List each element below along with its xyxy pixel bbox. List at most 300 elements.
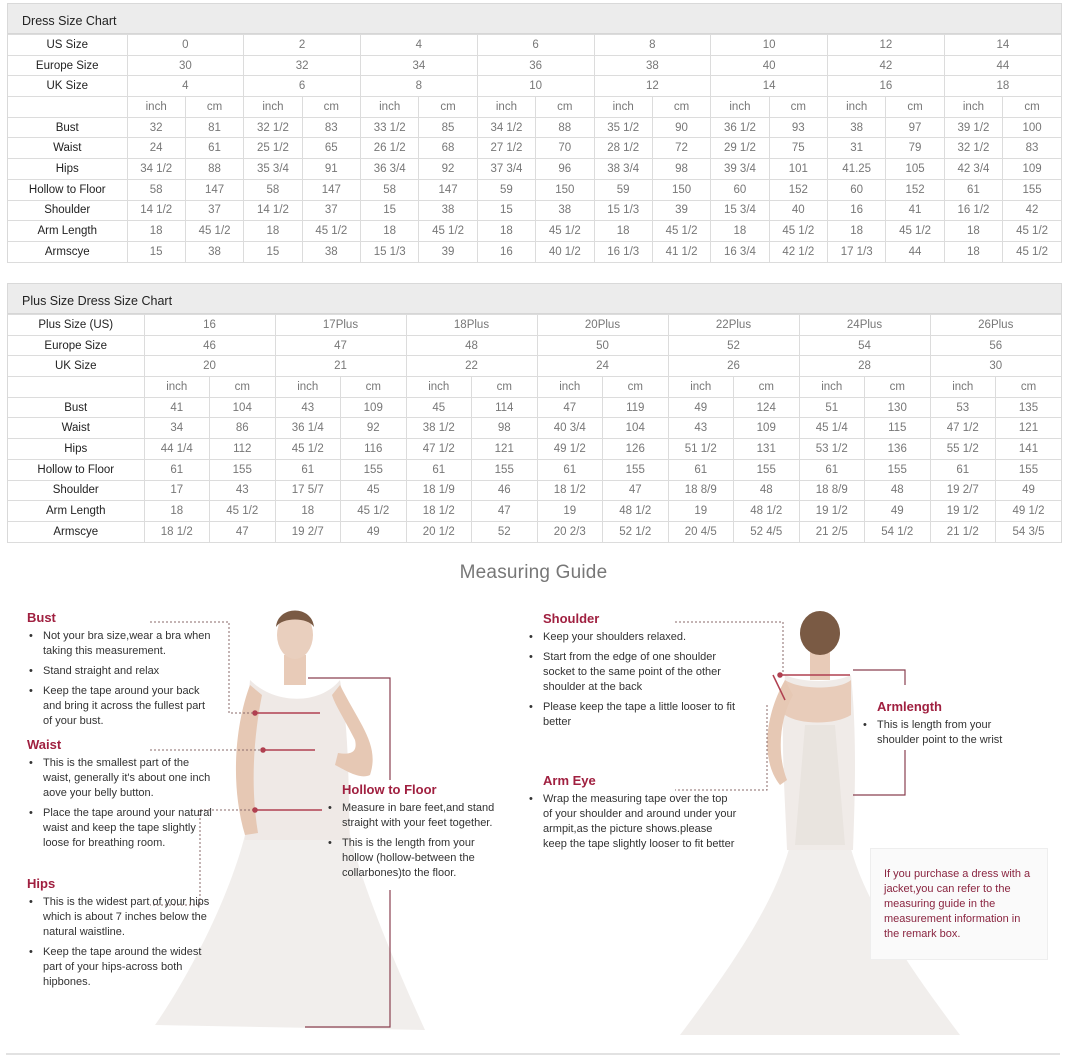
measurement-value: 47	[210, 521, 276, 542]
size-value: 48	[406, 335, 537, 356]
measurement-value: 147	[419, 179, 477, 200]
measurement-value: 92	[419, 159, 477, 180]
measurement-value: 18	[828, 221, 886, 242]
measurement-value: 61	[406, 459, 472, 480]
shoulder-section	[527, 611, 742, 735]
size-value: 46	[144, 335, 275, 356]
size-value: 14	[944, 35, 1061, 56]
measurement-value: 45 1/2	[652, 221, 710, 242]
size-row	[8, 55, 1061, 76]
measurement-value: 96	[536, 159, 594, 180]
measurement-value: 155	[341, 459, 407, 480]
measurement-value: 34 1/2	[477, 117, 535, 138]
dress-size-chart	[7, 3, 1062, 263]
row-label: Europe Size	[8, 335, 144, 356]
measurement-value: 155	[210, 459, 276, 480]
measurement-value: 75	[769, 138, 827, 159]
measurement-row	[8, 221, 1061, 242]
unit-label: cm	[865, 377, 931, 398]
measurement-value: 18	[594, 221, 652, 242]
hips-section	[27, 876, 212, 995]
empty-cell	[8, 97, 127, 118]
waist-section	[27, 737, 212, 856]
measurement-value: 45 1/2	[1003, 241, 1061, 262]
measurement-value: 52	[472, 521, 538, 542]
measurement-value: 42 1/2	[769, 241, 827, 262]
measurement-value: 39	[652, 200, 710, 221]
size-value: 21	[275, 356, 406, 377]
size-value: 34	[361, 55, 478, 76]
measurement-value: 31	[828, 138, 886, 159]
measurement-row	[8, 117, 1061, 138]
size-value: 4	[361, 35, 478, 56]
measurement-value: 18 8/9	[799, 480, 865, 501]
unit-label: inch	[594, 97, 652, 118]
measurement-value: 45	[406, 397, 472, 418]
measurement-value: 19 2/7	[930, 480, 996, 501]
unit-label: inch	[537, 377, 603, 398]
size-value: 38	[594, 55, 711, 76]
measurement-value: 49	[865, 501, 931, 522]
waist-tip: • This is the smallest part of the waist, generally it's about one inch aove your belly button.	[27, 756, 212, 801]
measurement-value: 17	[144, 480, 210, 501]
row-label: Europe Size	[8, 55, 127, 76]
size-value: 44	[944, 55, 1061, 76]
measurement-value: 45 1/4	[799, 418, 865, 439]
bust-tip: • Keep the tape around your back and bring it across the fullest part of your bust.	[27, 684, 212, 729]
measurement-value: 48	[865, 480, 931, 501]
measurement-value: 49 1/2	[537, 439, 603, 460]
measurement-value: 19 1/2	[799, 501, 865, 522]
measurement-value: 26 1/2	[361, 138, 419, 159]
row-label: Waist	[8, 418, 144, 439]
measurement-value: 51 1/2	[668, 439, 734, 460]
measurement-value: 45 1/2	[769, 221, 827, 242]
row-label: Plus Size (US)	[8, 315, 144, 336]
measurement-value: 47	[537, 397, 603, 418]
measurement-row	[8, 521, 1061, 542]
measurement-value: 34	[144, 418, 210, 439]
unit-label: inch	[944, 97, 1002, 118]
measurement-value: 61	[944, 179, 1002, 200]
measurement-value: 36 1/4	[275, 418, 341, 439]
measurement-value: 147	[185, 179, 243, 200]
unit-label: inch	[668, 377, 734, 398]
waist-tip: • Place the tape around your natural waist and keep the tape slightly loose for breathing room.	[27, 806, 212, 851]
measurement-value: 130	[865, 397, 931, 418]
measurement-value: 40 1/2	[536, 241, 594, 262]
measurement-value: 16 1/3	[594, 241, 652, 262]
size-value: 20	[144, 356, 275, 377]
measurement-value: 16 3/4	[711, 241, 769, 262]
row-label: Arm Length	[8, 501, 144, 522]
measurement-value: 155	[996, 459, 1062, 480]
unit-label: cm	[419, 97, 477, 118]
measurement-value: 83	[302, 117, 360, 138]
measurement-value: 150	[536, 179, 594, 200]
size-value: 40	[711, 55, 828, 76]
unit-label: cm	[210, 377, 276, 398]
measurement-value: 18	[275, 501, 341, 522]
measurement-value: 45 1/2	[886, 221, 944, 242]
measurement-value: 18	[244, 221, 302, 242]
measurement-value: 47 1/2	[406, 439, 472, 460]
measurement-value: 43	[668, 418, 734, 439]
measurement-value: 124	[734, 397, 800, 418]
measurement-value: 19 2/7	[275, 521, 341, 542]
measurement-value: 92	[341, 418, 407, 439]
size-row	[8, 335, 1061, 356]
measurement-value: 41.25	[828, 159, 886, 180]
measurement-value: 45 1/2	[341, 501, 407, 522]
measurement-value: 45 1/2	[419, 221, 477, 242]
measurement-value: 15 1/3	[361, 241, 419, 262]
measurement-value: 155	[734, 459, 800, 480]
measurement-value: 42 3/4	[944, 159, 1002, 180]
measurement-value: 36 1/2	[711, 117, 769, 138]
measurement-row	[8, 397, 1061, 418]
armlength-heading: Armlength	[877, 699, 942, 714]
measurement-value: 48	[734, 480, 800, 501]
measurement-value: 98	[652, 159, 710, 180]
size-value: 0	[127, 35, 244, 56]
measurement-value: 59	[477, 179, 535, 200]
measurement-value: 90	[652, 117, 710, 138]
size-value: 36	[477, 55, 594, 76]
measurement-value: 37	[185, 200, 243, 221]
measurement-value: 29 1/2	[711, 138, 769, 159]
measurement-value: 47	[472, 501, 538, 522]
measurement-value: 18 1/2	[537, 480, 603, 501]
row-label: Hips	[8, 159, 127, 180]
measurement-value: 49	[341, 521, 407, 542]
measurement-value: 72	[652, 138, 710, 159]
measurement-value: 54 1/2	[865, 521, 931, 542]
measurement-value: 155	[1003, 179, 1061, 200]
measurement-value: 20 1/2	[406, 521, 472, 542]
measurement-value: 60	[711, 179, 769, 200]
measurement-value: 141	[996, 439, 1062, 460]
measurement-value: 39 1/2	[944, 117, 1002, 138]
measurement-value: 40	[769, 200, 827, 221]
measurement-value: 38 1/2	[406, 418, 472, 439]
measurement-value: 58	[244, 179, 302, 200]
armlength-section	[861, 699, 1026, 753]
measurement-value: 126	[603, 439, 669, 460]
measurement-value: 37	[302, 200, 360, 221]
unit-label: inch	[477, 97, 535, 118]
unit-label: cm	[652, 97, 710, 118]
measurement-row	[8, 459, 1061, 480]
hollow-to-floor-heading: Hollow to Floor	[342, 782, 437, 797]
size-value: 10	[477, 76, 594, 97]
measurement-value: 131	[734, 439, 800, 460]
measurement-value: 152	[886, 179, 944, 200]
measurement-value: 104	[210, 397, 276, 418]
measurement-value: 47 1/2	[930, 418, 996, 439]
hips-tip: • Keep the tape around the widest part of your hips-across both hipbones.	[27, 945, 212, 990]
measurement-value: 33 1/2	[361, 117, 419, 138]
measurement-value: 150	[652, 179, 710, 200]
measurement-row	[8, 138, 1061, 159]
measuring-guide-title: Measuring Guide	[459, 562, 608, 583]
unit-label: cm	[341, 377, 407, 398]
measurement-value: 104	[603, 418, 669, 439]
size-value: 12	[594, 76, 711, 97]
measurement-value: 18	[127, 221, 185, 242]
measurement-value: 44 1/4	[144, 439, 210, 460]
measurement-value: 68	[419, 138, 477, 159]
measurement-value: 85	[419, 117, 477, 138]
measurement-value: 18	[477, 221, 535, 242]
measurement-value: 14 1/2	[127, 200, 185, 221]
measurement-value: 18 8/9	[668, 480, 734, 501]
row-label: Armscye	[8, 241, 127, 262]
empty-cell	[8, 377, 144, 398]
measurement-value: 16 1/2	[944, 200, 1002, 221]
measurement-value: 21 2/5	[799, 521, 865, 542]
unit-label: cm	[769, 97, 827, 118]
measurement-value: 81	[185, 117, 243, 138]
size-value: 50	[537, 335, 668, 356]
measurement-value: 58	[127, 179, 185, 200]
footer-divider	[6, 1053, 1060, 1055]
measurement-value: 39	[419, 241, 477, 262]
row-label: Waist	[8, 138, 127, 159]
measurement-value: 53 1/2	[799, 439, 865, 460]
size-value: 2	[244, 35, 361, 56]
size-value: 52	[668, 335, 799, 356]
measurement-value: 16	[477, 241, 535, 262]
measurement-value: 70	[536, 138, 594, 159]
hollow-to-floor-tip: • This is the length from your hollow (hollow-between the collarbones)to the floor.	[326, 836, 501, 881]
measurement-value: 88	[185, 159, 243, 180]
size-value: 4	[127, 76, 244, 97]
armlength-tip: • This is length from your shoulder point to the wrist	[861, 718, 1026, 748]
measurement-value: 37 3/4	[477, 159, 535, 180]
size-value: 6	[477, 35, 594, 56]
measurement-value: 109	[734, 418, 800, 439]
measurement-value: 155	[603, 459, 669, 480]
measurement-value: 32 1/2	[944, 138, 1002, 159]
measurement-value: 45 1/2	[185, 221, 243, 242]
measurement-value: 109	[341, 397, 407, 418]
measurement-value: 121	[472, 439, 538, 460]
size-value: 22Plus	[668, 315, 799, 336]
measurement-value: 45 1/2	[275, 439, 341, 460]
size-value: 16	[828, 76, 945, 97]
shoulder-tip: • Please keep the tape a little looser to fit better	[527, 700, 742, 730]
measurement-value: 35 3/4	[244, 159, 302, 180]
unit-label: inch	[127, 97, 185, 118]
measurement-value: 112	[210, 439, 276, 460]
jacket-note: If you purchase a dress with a jacket,you can refer to the measuring guide in the measurement information in the remark box.	[870, 848, 1048, 960]
measurement-value: 38	[828, 117, 886, 138]
measurement-value: 45 1/2	[1003, 221, 1061, 242]
measurement-value: 17 5/7	[275, 480, 341, 501]
measurement-row	[8, 159, 1061, 180]
measurement-value: 79	[886, 138, 944, 159]
measurement-value: 19	[668, 501, 734, 522]
hollow-to-floor-tip: • Measure in bare feet,and stand straight with your feet together.	[326, 801, 501, 831]
size-value: 30	[127, 55, 244, 76]
measurement-value: 105	[886, 159, 944, 180]
measurement-value: 18 1/2	[406, 501, 472, 522]
row-label: UK Size	[8, 356, 144, 377]
unit-label: inch	[406, 377, 472, 398]
measurement-value: 38	[185, 241, 243, 262]
unit-label: inch	[711, 97, 769, 118]
arm-eye-tip: • Wrap the measuring tape over the top of your shoulder and around under your armpit,as the picture shows.please keep the tape slightly looser to fit better	[527, 792, 737, 852]
measurement-value: 119	[603, 397, 669, 418]
measurement-row	[8, 179, 1061, 200]
hollow-to-floor-section	[326, 782, 501, 886]
shoulder-tip: • Start from the edge of one shoulder socket to the same point of the other shoulder at the back	[527, 650, 742, 695]
unit-label: inch	[361, 97, 419, 118]
measurement-value: 19	[537, 501, 603, 522]
row-label: Arm Length	[8, 221, 127, 242]
size-value: 54	[799, 335, 930, 356]
row-label: Hollow to Floor	[8, 179, 127, 200]
unit-label: cm	[886, 97, 944, 118]
row-label: Bust	[8, 117, 127, 138]
measurement-value: 45 1/2	[210, 501, 276, 522]
unit-label: inch	[144, 377, 210, 398]
shoulder-tip: • Keep your shoulders relaxed.	[527, 630, 742, 645]
measurement-value: 152	[769, 179, 827, 200]
unit-label: cm	[603, 377, 669, 398]
measurement-value: 121	[996, 418, 1062, 439]
measurement-value: 15 1/3	[594, 200, 652, 221]
measurement-row	[8, 439, 1061, 460]
measurement-value: 24	[127, 138, 185, 159]
measurement-value: 15	[477, 200, 535, 221]
measurement-value: 15	[361, 200, 419, 221]
arm-eye-heading: Arm Eye	[543, 773, 596, 788]
size-table	[8, 34, 1061, 263]
measurement-value: 61	[668, 459, 734, 480]
measurement-value: 52 1/2	[603, 521, 669, 542]
unit-label: cm	[302, 97, 360, 118]
row-label: US Size	[8, 35, 127, 56]
measurement-value: 25 1/2	[244, 138, 302, 159]
size-value: 24	[537, 356, 668, 377]
measurement-value: 51	[799, 397, 865, 418]
unit-label: cm	[734, 377, 800, 398]
measurement-value: 52 4/5	[734, 521, 800, 542]
measurement-value: 135	[996, 397, 1062, 418]
size-value: 47	[275, 335, 406, 356]
shoulder-heading: Shoulder	[543, 611, 600, 626]
measurement-value: 38	[302, 241, 360, 262]
waist-heading: Waist	[27, 737, 62, 752]
unit-label: inch	[930, 377, 996, 398]
chart-title: Dress Size Chart	[8, 4, 1061, 34]
size-value: 8	[594, 35, 711, 56]
row-label: Bust	[8, 397, 144, 418]
measurement-value: 43	[210, 480, 276, 501]
measurement-value: 36 3/4	[361, 159, 419, 180]
unit-label: inch	[244, 97, 302, 118]
bust-tip: • Not your bra size,wear a bra when taking this measurement.	[27, 629, 212, 659]
measurement-value: 18	[144, 501, 210, 522]
measurement-value: 49 1/2	[996, 501, 1062, 522]
measurement-value: 59	[594, 179, 652, 200]
measurement-value: 61	[144, 459, 210, 480]
measurement-value: 38	[419, 200, 477, 221]
measurement-value: 47	[603, 480, 669, 501]
measurement-value: 61	[930, 459, 996, 480]
row-label: Armscye	[8, 521, 144, 542]
measurement-value: 88	[536, 117, 594, 138]
size-value: 42	[828, 55, 945, 76]
measurement-value: 15	[127, 241, 185, 262]
measurement-value: 34 1/2	[127, 159, 185, 180]
size-value: 14	[711, 76, 828, 97]
measurement-value: 54 3/5	[996, 521, 1062, 542]
measurement-value: 42	[1003, 200, 1061, 221]
measurement-value: 38 3/4	[594, 159, 652, 180]
unit-label: inch	[799, 377, 865, 398]
bust-heading: Bust	[27, 610, 56, 625]
measurement-value: 45 1/2	[302, 221, 360, 242]
size-table	[8, 314, 1061, 543]
measurement-value: 18	[944, 241, 1002, 262]
measurement-value: 27 1/2	[477, 138, 535, 159]
unit-label: cm	[996, 377, 1062, 398]
measurement-value: 32	[127, 117, 185, 138]
measurement-value: 93	[769, 117, 827, 138]
unit-label: inch	[275, 377, 341, 398]
measurement-value: 136	[865, 439, 931, 460]
row-label: Shoulder	[8, 200, 127, 221]
size-value: 17Plus	[275, 315, 406, 336]
measurement-value: 115	[865, 418, 931, 439]
measurement-value: 97	[886, 117, 944, 138]
measurement-value: 20 2/3	[537, 521, 603, 542]
size-value: 56	[930, 335, 1061, 356]
measurement-value: 28 1/2	[594, 138, 652, 159]
size-value: 26Plus	[930, 315, 1061, 336]
measurement-row	[8, 241, 1061, 262]
bust-section	[27, 610, 212, 734]
measurement-value: 18	[944, 221, 1002, 242]
arm-eye-section	[527, 773, 737, 857]
measurement-value: 48 1/2	[603, 501, 669, 522]
measurement-value: 35 1/2	[594, 117, 652, 138]
row-label: Shoulder	[8, 480, 144, 501]
measurement-value: 18	[361, 221, 419, 242]
chart-title: Plus Size Dress Size Chart	[8, 284, 1061, 314]
size-value: 18	[944, 76, 1061, 97]
measurement-value: 60	[828, 179, 886, 200]
measurement-value: 61	[185, 138, 243, 159]
measurement-value: 20 4/5	[668, 521, 734, 542]
size-value: 22	[406, 356, 537, 377]
measurement-value: 61	[275, 459, 341, 480]
unit-label: cm	[536, 97, 594, 118]
measurement-value: 48 1/2	[734, 501, 800, 522]
measurement-value: 19 1/2	[930, 501, 996, 522]
size-value: 30	[930, 356, 1061, 377]
row-label: UK Size	[8, 76, 127, 97]
measurement-value: 41	[886, 200, 944, 221]
measurement-value: 109	[1003, 159, 1061, 180]
measurement-value: 101	[769, 159, 827, 180]
size-row	[8, 76, 1061, 97]
measurement-value: 18 1/2	[144, 521, 210, 542]
size-row	[8, 356, 1061, 377]
